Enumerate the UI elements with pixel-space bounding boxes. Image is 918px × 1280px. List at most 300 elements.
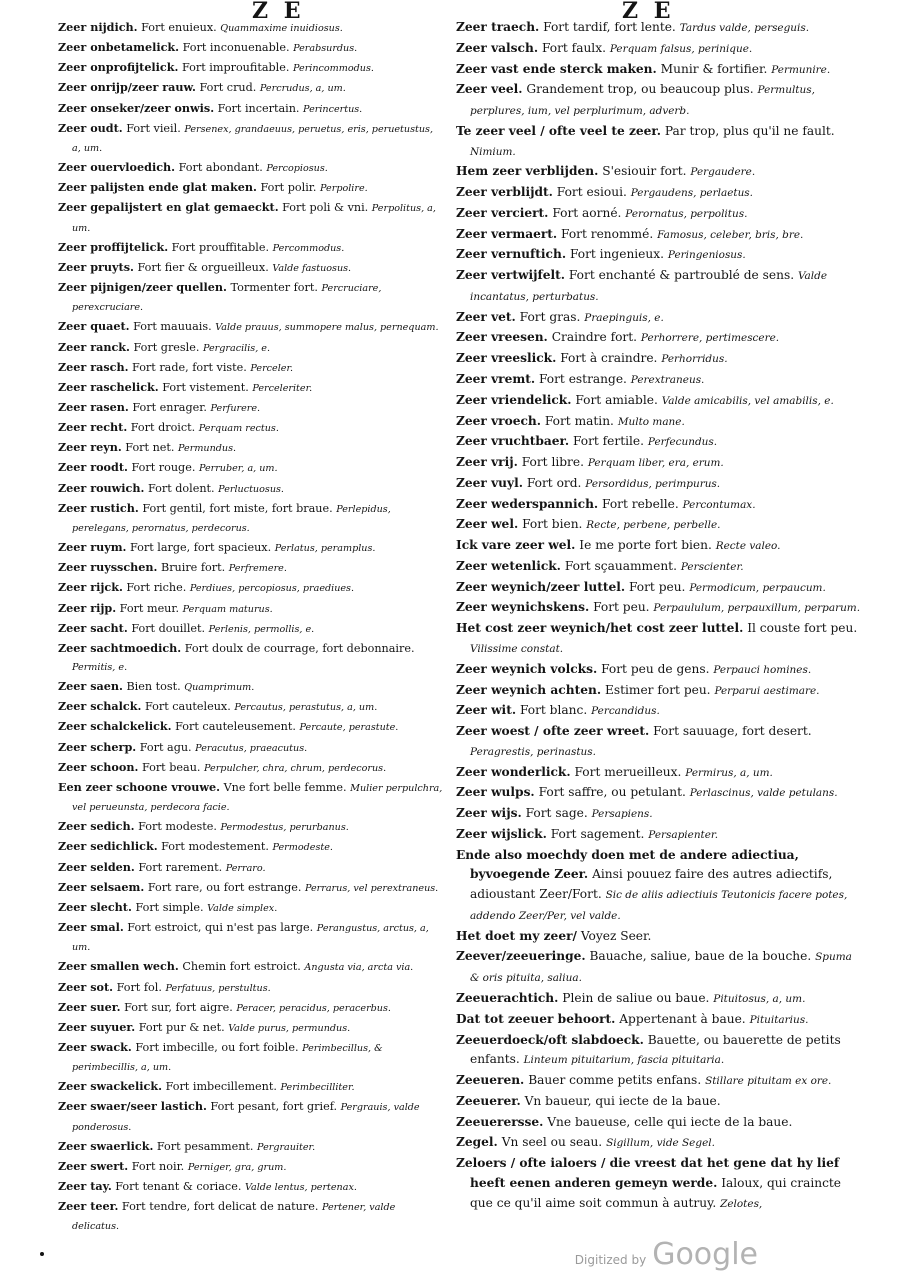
entry-headword: Ick vare zeer wel. — [456, 538, 576, 553]
entry-latin: Stillare pituitam ex ore. — [705, 1075, 832, 1088]
entry-french: Tormenter fort. — [230, 281, 322, 295]
entry-latin: Perpulcher, chra, chrum, perdecorus. — [204, 762, 387, 774]
dictionary-entry — [58, 1197, 444, 1236]
entry-headword: Zeer ranck. — [58, 339, 130, 354]
entry-headword: Zeer vremt. — [456, 372, 536, 387]
entry-french: Fort libre. — [521, 455, 588, 470]
dictionary-entry — [456, 80, 862, 122]
entry-headword: Zeer rustich. — [58, 500, 139, 515]
entry-headword: Zeer vreeslick. — [456, 351, 557, 366]
entry-headword: Zeer smallen wech. — [58, 959, 179, 974]
dictionary-entry — [58, 158, 444, 178]
entry-headword: Zeer swack. — [58, 1039, 132, 1054]
dictionary-entry — [456, 763, 862, 784]
entry-headword: Hem zeer verblijden. — [456, 164, 599, 179]
entry-latin: Valde lentus, pertenax. — [244, 1182, 357, 1194]
entry-french: Fort tardif, fort lente. — [543, 20, 680, 34]
entry-latin: Perquam maturus. — [182, 603, 273, 615]
entry-latin: Percrudus, a, um. — [259, 83, 346, 95]
dictionary-entry — [456, 598, 862, 619]
dictionary-entry — [58, 58, 444, 78]
entry-french: Fort amiable. — [575, 392, 662, 407]
entry-headword: Ende also moechdy doen met de andere adiectiua, byvoegende Zeer. — [456, 847, 799, 882]
entry-headword: Zeer wonderlick. — [456, 764, 571, 779]
entry-latin: Pituitosus, a, um. — [713, 992, 806, 1005]
dictionary-entry — [456, 183, 862, 204]
entry-french: Fort peu. — [593, 600, 654, 615]
entry-latin: Persenex, grandaeuus, peruetus, eris, peruetustus, a, um. — [72, 123, 434, 154]
entry-french: Fort noir. — [131, 1159, 188, 1173]
entry-headword: Zeer vertwijfelt. — [456, 268, 565, 283]
dictionary-entry — [58, 599, 444, 619]
entry-french: Fort large, fort spacieux. — [130, 541, 275, 555]
entry-headword: Zeever/zeeueringe. — [456, 949, 586, 964]
dictionary-entry — [456, 349, 862, 370]
entry-latin: Valde incantatus, perturbatus. — [470, 270, 828, 303]
entry-headword: Zeer vast ende sterck maken. — [456, 61, 657, 76]
dictionary-entry — [456, 846, 862, 927]
entry-headword: Zeer vriendelick. — [456, 392, 572, 407]
dictionary-entry — [58, 338, 444, 358]
dictionary-entry — [58, 1157, 444, 1177]
entry-latin: Perpaululum, perpauxillum, perparum. — [653, 602, 861, 615]
entry-headword: Zeer tay. — [58, 1179, 112, 1194]
dictionary-entry — [456, 162, 862, 183]
dictionary-entry — [456, 804, 862, 825]
entry-french: Bruire fort. — [160, 561, 229, 575]
entry-french: Fort rebelle. — [602, 496, 683, 511]
entry-latin: Peringeniosus. — [667, 249, 746, 262]
entry-headword: Zeer weynich volcks. — [456, 661, 598, 676]
entry-french: Fort esioui. — [556, 185, 631, 200]
entry-french: Grandement trop, ou beaucoup plus. — [526, 82, 758, 97]
entry-french: Fort abondant. — [178, 161, 267, 175]
entry-latin: Perfurere. — [210, 402, 261, 414]
entry-french: Fort improufitable. — [181, 61, 293, 75]
entry-latin: Percontumax. — [682, 498, 756, 511]
entry-headword: Zeeuerachtich. — [456, 990, 559, 1005]
entry-latin: Percandidus. — [591, 705, 660, 718]
dictionary-entry — [58, 1018, 444, 1038]
entry-latin: Perquam rectus. — [198, 423, 279, 435]
digitization-watermark — [575, 1237, 758, 1272]
entry-french: Ie me porte fort bien. — [579, 538, 716, 553]
entry-headword: Zeer ruym. — [58, 540, 127, 555]
entry-latin: Pergaudens, perlaetus. — [630, 187, 753, 200]
dictionary-entry — [456, 1113, 862, 1134]
entry-french: Bauette, ou bauerette de petits enfants. — [470, 1032, 841, 1067]
entry-french: Bien tost. — [126, 680, 185, 694]
entry-headword: Zeer ouervloedich. — [58, 160, 176, 175]
entry-latin: Perlenis, permollis, e. — [208, 623, 315, 635]
dictionary-entry — [58, 837, 444, 857]
entry-french: Fort fertile. — [572, 434, 648, 449]
entry-headword: Zeer pijnigen/zeer quellen. — [58, 280, 227, 295]
entry-headword: Zeer scherp. — [58, 739, 137, 754]
entry-headword: Zeer raschelick. — [58, 379, 159, 394]
entry-latin: Peragrestis, perinastus. — [470, 745, 596, 758]
entry-latin: Perimbecillus, & perimbecillis, a, um. — [72, 1042, 383, 1074]
entry-headword: Zeer swackelick. — [58, 1079, 163, 1094]
entry-french: Fort sauuage, fort desert. — [653, 724, 812, 739]
dictionary-entry — [58, 978, 444, 998]
entry-headword: Zeer suyuer. — [58, 1019, 136, 1034]
entry-latin: Recte valeo. — [715, 540, 781, 553]
dictionary-entry — [456, 1133, 862, 1154]
entry-french: Fort sagement. — [550, 826, 649, 841]
dictionary-entry — [58, 18, 444, 38]
entry-french: Bauache, saliue, baue de la bouche. — [589, 949, 816, 964]
entry-latin: Perpolire. — [320, 183, 368, 195]
dictionary-entry — [456, 328, 862, 349]
entry-latin: Sigillum, vide Segel. — [606, 1137, 715, 1150]
entry-french: Fort cauteleusement. — [175, 720, 300, 734]
entry-french: Fort crud. — [199, 81, 260, 95]
entry-french: Par trop, plus qu'il ne fault. — [664, 123, 835, 138]
entry-latin: Perornatus, perpolitus. — [625, 207, 748, 220]
entry-latin: Percruciare, perexcruciare. — [72, 283, 382, 314]
dictionary-entry — [58, 778, 444, 817]
entry-headword: Zeer schoon. — [58, 759, 139, 774]
entry-french: Fort blanc. — [519, 703, 592, 718]
entry-french: Fort tendre, fort delicat de nature. — [121, 1200, 322, 1214]
dictionary-entry — [456, 578, 862, 599]
dictionary-entry — [58, 578, 444, 598]
entry-latin: Praepinguis, e. — [584, 311, 664, 324]
entry-latin: Perniger, gra, grum. — [187, 1161, 287, 1173]
dictionary-entry — [456, 204, 862, 225]
entry-latin: Permunire. — [771, 63, 831, 76]
entry-french: Fort agu. — [139, 740, 196, 754]
entry-latin: Perquam falsus, perinique. — [609, 42, 753, 55]
dictionary-entry — [58, 119, 444, 158]
entry-latin: Vilissime constat. — [470, 642, 564, 655]
dictionary-entry — [456, 432, 862, 453]
entry-french: Fort douillet. — [131, 621, 209, 635]
entry-headword: Zeer weynich achten. — [456, 682, 602, 697]
entry-latin: Percautus, perastutus, a, um. — [234, 702, 378, 714]
dictionary-entry — [58, 878, 444, 898]
entry-french: Fort net. — [125, 441, 179, 455]
entry-headword: Zeer sedich. — [58, 819, 135, 834]
dictionary-entry — [58, 538, 444, 558]
entry-latin: Famosus, celeber, bris, bre. — [657, 228, 804, 241]
entry-french: Fort estrange. — [538, 372, 631, 387]
entry-headword: Zeer recht. — [58, 420, 128, 435]
entry-latin: Pergaudere. — [690, 166, 756, 179]
dictionary-entry — [456, 701, 862, 722]
entry-headword: Zeer schalckelick. — [58, 719, 172, 734]
entry-latin: Permitis, e. — [72, 662, 128, 673]
entry-headword: Zeer selden. — [58, 859, 135, 874]
entry-french: Craindre fort. — [551, 330, 641, 345]
entry-headword: Zeer slecht. — [58, 899, 132, 914]
entry-french: S'esiouir fort. — [602, 164, 691, 179]
right-column — [456, 18, 862, 1214]
entry-latin: Quammaxime inuidiosus. — [220, 23, 343, 34]
entry-headword: Zeer swert. — [58, 1158, 129, 1173]
entry-headword: Zeer rasch. — [58, 359, 129, 374]
entry-latin: Angusta via, arcta via. — [304, 962, 414, 974]
dictionary-entry — [58, 398, 444, 418]
entry-headword: Zeer vrij. — [456, 455, 518, 470]
dictionary-entry — [58, 499, 444, 538]
entry-latin: Quamprimum. — [184, 682, 255, 694]
entry-headword: Een zeer schoone vrouwe. — [58, 779, 221, 794]
entry-headword: Zeer vermaert. — [456, 226, 558, 241]
entry-latin: Permodeste. — [272, 842, 333, 854]
entry-headword: Zeer pruyts. — [58, 259, 134, 274]
entry-headword: Zeer weynichskens. — [456, 600, 590, 615]
dictionary-entry — [58, 317, 444, 337]
entry-french: Fort faulx. — [541, 40, 610, 55]
dictionary-entry — [58, 898, 444, 918]
dictionary-entry — [58, 1097, 444, 1136]
entry-latin: Pergracilis, e. — [202, 342, 271, 354]
entry-headword: Zeer swaer/seer lastich. — [58, 1099, 207, 1114]
entry-latin: Perfatuus, perstultus. — [165, 982, 271, 994]
dictionary-entry — [456, 783, 862, 804]
entry-french: Fort ord. — [526, 475, 586, 490]
dictionary-entry — [456, 557, 862, 578]
entry-french: Voyez Seer. — [580, 928, 652, 943]
entry-french: Fort bien. — [522, 517, 587, 532]
entry-latin: Perdiues, percopiosus, praediues. — [189, 583, 355, 595]
entry-headword: Zeer onrijp/zeer rauw. — [58, 80, 196, 95]
dictionary-entry — [58, 1177, 444, 1197]
dictionary-entry — [456, 515, 862, 536]
running-head-right: Z E — [622, 0, 675, 24]
entry-latin: Perscienter. — [680, 560, 744, 573]
entry-headword: Zeer onseker/zeer onwis. — [58, 100, 215, 115]
dictionary-entry — [456, 825, 862, 846]
dictionary-entry — [58, 238, 444, 258]
dictionary-entry — [456, 947, 862, 989]
entry-french: Fort renommé. — [561, 226, 658, 241]
entry-latin: Perparui aestimare. — [714, 684, 820, 697]
entry-headword: Zeer sacht. — [58, 620, 128, 635]
entry-headword: Zeer weynich/zeer luttel. — [456, 579, 626, 594]
entry-headword: Zeer palijsten ende glat maken. — [58, 180, 257, 195]
left-column — [58, 18, 444, 1237]
entry-french: Chemin fort estroict. — [182, 960, 305, 974]
dictionary-entry — [456, 681, 862, 702]
entry-headword: Zeloers / ofte ialoers / die vreest dat het gene dat hy lief heeft eenen anderen gemeyn werde. — [456, 1156, 840, 1190]
entry-latin: Tardus valde, perseguis. — [679, 22, 810, 34]
dictionary-entry — [456, 266, 862, 308]
dictionary-entry — [58, 438, 444, 458]
dictionary-entry — [58, 558, 444, 578]
entry-french: Fort enrager. — [132, 400, 211, 414]
entry-french: Fort imbecillement. — [165, 1080, 281, 1094]
entry-french: Vn seel ou seau. — [501, 1135, 607, 1150]
entry-french: Fort beau. — [141, 760, 205, 774]
entry-headword: Het doet my zeer/ — [456, 928, 577, 943]
entry-headword: Zeer suer. — [58, 999, 121, 1014]
entry-headword: Zeer quaet. — [58, 319, 130, 334]
dictionary-entry — [456, 391, 862, 412]
dictionary-entry — [456, 39, 862, 60]
entry-headword: Zeer rouwich. — [58, 480, 145, 495]
dictionary-entry — [58, 1038, 444, 1077]
dictionary-entry — [58, 738, 444, 758]
entry-headword: Zeer verciert. — [456, 205, 549, 220]
entry-headword: Zeer sot. — [58, 979, 114, 994]
entry-french: Il couste fort peu. — [747, 621, 858, 636]
entry-french: Fort polir. — [260, 181, 321, 195]
entry-headword: Zeer oudt. — [58, 120, 123, 135]
entry-french: Fort estroict, qui n'est pas large. — [127, 921, 317, 935]
entry-latin: Pergrauiter. — [257, 1141, 316, 1153]
entry-headword: Zeer onprofijtelick. — [58, 60, 179, 75]
entry-headword: Zegel. — [456, 1135, 498, 1150]
entry-french: Fort gresle. — [133, 340, 203, 354]
entry-latin: Permundus. — [178, 443, 237, 455]
entry-latin: Pertener, valde delicatus. — [72, 1202, 396, 1233]
entry-french: Fort enchanté & partroublé de sens. — [568, 268, 798, 283]
entry-latin: Valde simplex. — [207, 902, 278, 914]
entry-headword: Zeer reyn. — [58, 440, 122, 455]
entry-latin: Spuma & oris pituita, saliua. — [470, 951, 852, 985]
entry-headword: Zeer rijp. — [58, 600, 117, 615]
entry-headword: Zeer wederspannich. — [456, 496, 599, 511]
entry-french: Vne fort belle femme. — [223, 780, 351, 794]
dictionary-entry — [58, 278, 444, 317]
entry-latin: Valde purus, permundus. — [228, 1022, 351, 1034]
entry-french: Fort fier & orgueilleux. — [137, 260, 273, 274]
entry-headword: Zeer traech. — [456, 20, 540, 34]
entry-french: Fort tenant & coriace. — [115, 1180, 245, 1194]
entry-headword: Zeer selsaem. — [58, 879, 145, 894]
entry-latin: Perhorrere, pertimescere. — [640, 332, 780, 345]
entry-headword: Zeer wijslick. — [456, 826, 547, 841]
entry-latin: Perabsurdus. — [293, 43, 358, 55]
dictionary-entry — [456, 660, 862, 681]
dictionary-entry — [456, 1071, 862, 1092]
entry-latin: Pituitarius. — [749, 1013, 809, 1026]
entry-french: Estimer fort peu. — [604, 682, 715, 697]
dictionary-entry — [58, 758, 444, 778]
entry-headword: Zeer vet. — [456, 309, 516, 324]
dictionary-entry — [456, 370, 862, 391]
dictionary-entry — [58, 918, 444, 957]
dictionary-entry — [456, 989, 862, 1010]
entry-french: Fort poli & vni. — [282, 201, 372, 215]
entry-french: Fort sçauamment. — [564, 558, 681, 573]
dictionary-entry — [456, 60, 862, 81]
entry-french: Fort matin. — [544, 413, 618, 428]
entry-latin: Perhorridus. — [661, 353, 728, 366]
entry-latin: Perceleriter. — [252, 382, 313, 394]
dictionary-entry — [58, 957, 444, 977]
entry-french: Vn baueur, qui iecte de la baue. — [524, 1093, 721, 1108]
entry-french: Fort simple. — [135, 900, 208, 914]
entry-headword: Zeeuerer. — [456, 1093, 521, 1108]
entry-headword: Zeer vernuftich. — [456, 247, 567, 262]
entry-latin: Perlatus, peramplus. — [274, 543, 376, 555]
entry-french: Fort vistement. — [162, 380, 253, 394]
entry-latin: Perlascinus, valde petulans. — [689, 787, 838, 800]
entry-headword: Zeer vroech. — [456, 413, 541, 428]
dictionary-entry — [58, 858, 444, 878]
entry-french: Appertenant à baue. — [619, 1011, 750, 1026]
entry-latin: Permodicum, perpaucum. — [689, 581, 826, 594]
entry-french: Fort sur, fort aigre. — [124, 1000, 237, 1014]
entry-latin: Perruber, a, um. — [198, 463, 278, 475]
entry-headword: Zeer vuyl. — [456, 475, 523, 490]
entry-latin: Permodestus, perurbanus. — [220, 822, 349, 834]
dictionary-entry — [58, 677, 444, 697]
entry-headword: Zeer wulps. — [456, 785, 535, 800]
entry-french: Fort mauuais. — [133, 320, 216, 334]
entry-french: Fort gentil, fort miste, fort braue. — [142, 501, 337, 515]
entry-latin: Persapienter. — [648, 828, 719, 841]
entry-latin: Sic de aliis adiectiuis Teutonicis facere potes, addendo Zeer/Per, vel valde. — [470, 889, 848, 922]
entry-latin: Permirus, a, um. — [685, 766, 773, 779]
entry-headword: Zeeueren. — [456, 1073, 525, 1088]
entry-french: Munir & fortifier. — [660, 61, 772, 76]
page-speck — [40, 1252, 44, 1256]
entry-headword: Zeer teer. — [58, 1199, 119, 1214]
entry-headword: Zeer wetenlick. — [456, 558, 561, 573]
entry-headword: Zeer wijs. — [456, 806, 522, 821]
entry-french: Fort enuieux. — [141, 21, 221, 34]
entry-latin: Mulier perpulchra, vel perueunsta, perdecora facie. — [72, 782, 443, 814]
entry-headword: Het cost zeer weynich/het cost zeer luttel. — [456, 621, 744, 636]
entry-latin: Perfremere. — [228, 563, 287, 575]
entry-french: Fort à craindre. — [560, 351, 662, 366]
entry-headword: Zeer veel. — [456, 82, 523, 97]
entry-french: Fort aorné. — [552, 205, 626, 220]
entry-headword: Zeer smal. — [58, 920, 124, 935]
entry-headword: Zeeuerdoeck/oft slabdoeck. — [456, 1032, 644, 1047]
dictionary-entry — [58, 418, 444, 438]
entry-headword: Zeer roodt. — [58, 460, 128, 475]
entry-headword: Zeer vreesen. — [456, 330, 548, 345]
entry-headword: Zeer verblijdt. — [456, 185, 553, 200]
entry-latin: Persordidus, perimpurus. — [585, 477, 721, 490]
entry-latin: Peracer, peracidus, peracerbus. — [236, 1002, 391, 1014]
entry-headword: Zeer sachtmoedich. — [58, 640, 182, 655]
entry-headword: Zeer wit. — [456, 703, 517, 718]
entry-french: Fort prouffitable. — [171, 240, 273, 254]
entry-french: Plein de saliue ou baue. — [562, 990, 714, 1005]
entry-latin: Perangustus, arctus, a, um. — [72, 923, 429, 954]
entry-french: Vne baueuse, celle qui iecte de la baue. — [547, 1114, 793, 1129]
entry-french: Fort merueilleux. — [574, 764, 686, 779]
entry-latin: Zelotes, — [720, 1197, 763, 1210]
entry-french: Fort modestement. — [161, 840, 273, 854]
entry-latin: Valde fastuosus. — [272, 262, 352, 274]
dictionary-entry — [58, 479, 444, 499]
entry-french: Fort doulx de courrage, fort debonnaire. — [184, 641, 415, 655]
dictionary-entry — [456, 412, 862, 433]
entry-french: Fort rouge. — [131, 461, 199, 475]
entry-headword: Zeer saen. — [58, 679, 123, 694]
dictionary-entry — [58, 99, 444, 119]
dictionary-entry — [58, 78, 444, 98]
dictionary-entry — [58, 1077, 444, 1097]
dictionary-entry — [58, 198, 444, 237]
dictionary-entry — [58, 38, 444, 58]
dictionary-entry — [456, 536, 862, 557]
entry-latin: Peracutus, praeacutus. — [195, 742, 308, 754]
entry-headword: Zeer nijdich. — [58, 20, 138, 34]
dictionary-entry — [456, 225, 862, 246]
entry-french: Fort fol. — [116, 980, 166, 994]
dictionary-entry — [456, 245, 862, 266]
entry-latin: Linteum pituitarium, fascia pituitaria. — [523, 1054, 725, 1067]
